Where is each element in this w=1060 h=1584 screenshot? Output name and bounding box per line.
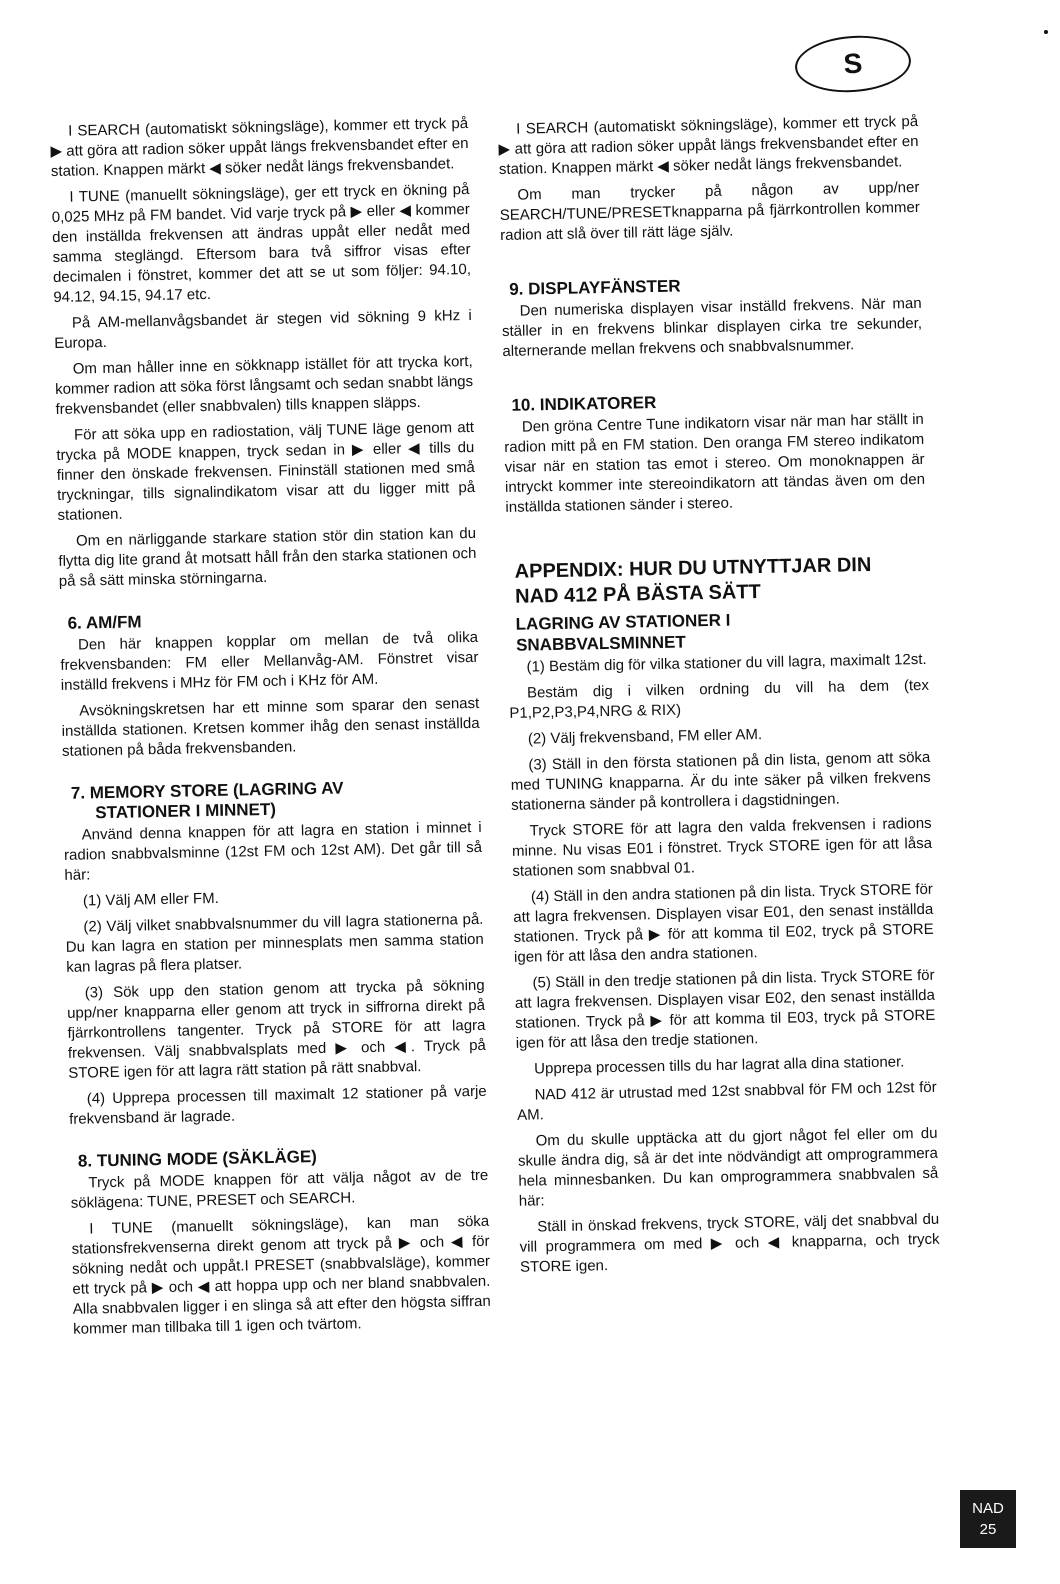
paragraph: Den här knappen kopplar om mellan de två olika frekvensbanden: FM eller Mellanvåg-AM. Fönstret visar inställd frekvens i MHz för FM och i KHz för AM. (60, 628, 479, 694)
heading-line: LAGRING AV STATIONER I (515, 610, 731, 634)
paragraph: NAD 412 är utrustad med 12st snabbval för FM och 12st för AM. (516, 1078, 937, 1124)
section-heading-8: 8. TUNING MODE (SÄKLÄGE) (77, 1147, 318, 1171)
heading-line: STATIONER I MINNET) (95, 799, 277, 823)
left-column (50, 114, 491, 1346)
paragraph: (5) Ställ in den tredje stationen på din lista. Tryck STORE för att lagra frekvensen. Displayen visar E02, den senast inställda stationen. Tryck på ▶ för att komma til E03, tryck på STORE igen för att låsa den tredje stationen. (514, 966, 936, 1052)
paragraph: Om man håller inne en sökknapp istället för att trycka kort, kommer radion att söka först långsamt och sedan snabbt längs frekvensbandet (eller snabbvalen) tills knappen släpps. (54, 352, 474, 418)
paragraph: För att söka upp en radiostation, välj TUNE läge genom att trycka på MODE knappen, tryck sedan in ▶ eller ◀ tills du finner den önskade frekvensen. Fininställ stationen med små tryckningar, tills signalindikatom visar att du ligger mitt på stationen. (56, 418, 476, 524)
heading-line: SNABBVALSMINNET (515, 632, 686, 655)
page-number: 25 (979, 1521, 997, 1538)
paragraph: Den gröna Centre Tune indikatorn visar när man har ställt in radion mitt på en FM station. Den oranga FM stereo indikatom visar när en station tas emot i stereo. Om monoknappen är intryckt kommer inte stereoindikatorn att tändas även om den inställda stationen sänder i stereo. (504, 410, 926, 516)
paragraph: Tryck STORE för att lagra den valda frekvensen i radions minne. Nu visas E01 i fönstret. Tryck STORE igen för att låsa stationen som snabbval 01. (511, 814, 933, 880)
paragraph: Om du skulle upptäcka att du gjort något fel eller om du skulle ändra dig, så är det inte nödvändigt att omprogrammera hela minnesbanken. Du kan omprogrammera snabbvalen så här: (517, 1124, 939, 1210)
paragraph: Om man trycker på någon av upp/ner SEARCH/TUNE/PRESETknapparna på fjärrkontrollen kommer radion att slå över till rätt läge själv. (499, 178, 920, 244)
section-heading-7 (71, 776, 482, 824)
page-number-box (960, 1490, 1016, 1548)
paragraph: Bestäm dig i vilken ordning du vill ha dem (tex P1,P2,P3,P4,NRG & RIX) (509, 676, 930, 722)
language-letter: S (842, 47, 864, 80)
paragraph: I SEARCH (automatiskt sökningsläge), kommer ett tryck på ▶ att göra att radion söker uppåt längs frekvensbandet efter en station. Knappen märkt ◀ söker nedåt längs frekvensbandet. (498, 112, 919, 178)
section-heading-9: 9. DISPLAYFÄNSTER (509, 276, 681, 299)
paragraph: (3) Sök upp den station genom att trycka på sökning upp/ner knapparna eller genom att tryck in siffrorna direkt på fjärrkontrollens tangenter. Tryck på STORE för att lagra frekvensen. Välj snabbvalsplats med ▶ och ◀. Tryck på STORE igen för att lagra rätt station på rätt snabbval. (66, 976, 486, 1082)
paragraph: I TUNE (manuellt sökningsläge), ger ett tryck en ökning på 0,025 MHz på FM bandet. Vid varje tryck på ▶ eller ◀ kommer den inställda frekvensen att ändras uppåt eller nedåt med samma steglängd. Eftersom bara två siffror visas efter decimalen i fönstret, kommer det att se ut som följer: 94.10, 94.12, 94.15, 94.17 etc. (51, 180, 472, 306)
paragraph: (3) Ställ in den första stationen på din lista, genom att söka med TUNING knapparna. Är du inte säker på vilken frekvens stationerna sänder på kontrollera i dagstidningen. (510, 748, 931, 814)
paragraph: (4) Ställ in den andra stationen på din lista. Tryck STORE för att lagra frekvensen. Displayen visar E01, den senast inställda stationen. Tryck på ▶ för att komma til E02, tryck på STORE igen för att låsa den andra stationen. (513, 880, 934, 966)
paragraph: (2) Välj frekvensband, FM eller AM. (527, 726, 763, 748)
right-column (498, 112, 940, 1284)
paragraph: I SEARCH (automatiskt sökningsläge), kommer ett tryck på ▶ att göra att radion söker uppåt längs frekvensbandet efter en station. Knappen märkt ◀ söker nedåt längs frekvensbandet. (50, 114, 469, 180)
paragraph: Tryck på MODE knappen för att välja något av de tre söklägena: TUNE, PRESET och SEARCH. (70, 1166, 489, 1212)
brand-label: NAD (972, 1500, 1004, 1517)
paragraph: Upprepa processen tills du har lagrat alla dina stationer. (534, 1053, 905, 1078)
speck-mark (1044, 30, 1048, 34)
paragraph: (2) Välj vilket snabbvalsnummer du vill lagra stationerna på. Du kan lagra en station per minnesplats men samma station kan lagras på flera platser. (65, 910, 484, 976)
paragraph: I TUNE (manuellt sökningsläge), kan man söka stationsfrekvenserna direkt genom att tryck på ▶ och ◀ för sökning nedåt och uppåt.I PRESET (snabbvalsläge), kommer ett tryck på ▶ och ◀ att hoppa upp och ner bland snabbvalen. Alla snabbvalen ligger i en slinga så att efter den högsta siffran kommer man tillbaka till 1 igen och tvärtom. (71, 1212, 491, 1338)
paragraph: (4) Upprepa processen till maximalt 12 stationer på varje frekvensband är lagrade. (68, 1082, 487, 1128)
paragraph: Om en närliggande starkare station stör din station kan du flytta dig lite grand åt motsatt håll från den starka stationen och på så sätt minska störningarna. (58, 524, 477, 590)
heading-line: NAD 412 PÅ BÄSTA SÄTT (514, 581, 761, 608)
appendix-heading (514, 552, 927, 610)
heading-line: APPENDIX: HUR DU UTNYTTJAR DIN (514, 553, 872, 583)
section-heading-6: 6. AM/FM (67, 612, 142, 633)
paragraph: På AM-mellanvågsbandet är stegen vid sökning 9 kHz i Europa. (54, 306, 472, 352)
appendix-subheading (515, 606, 928, 656)
paragraph: Använd denna knappen för att lagra en station i minnet i radion snabbvalsminne (12st FM och 12st AM). Det går till så här: (63, 818, 483, 884)
paragraph: (1) Välj AM eller FM. (82, 889, 219, 910)
paragraph: Avsökningskretsen har ett minne som sparar den senast inställda stationen. Kretsen kommer ihåg den senast inställda stationen på båda frekvensbanden. (61, 694, 480, 760)
section-heading-10: 10. INDIKATORER (511, 393, 657, 415)
heading-line: 7. MEMORY STORE (LAGRING AV (70, 778, 344, 803)
paragraph: Ställ in önskad frekvens, tryck STORE, välj det snabbval du vill programmera om med ▶ och ◀ knapparna, och tryck STORE igen. (519, 1210, 940, 1276)
paragraph: Den numeriska displayen visar inställd frekvens. När man ställer in en frekvens blinkar displayen cirka tre sekunder, alternerande mellan frekvens och snabbvalsnummer. (501, 294, 923, 360)
language-badge (793, 32, 913, 96)
paragraph: (1) Bestäm dig för vilka stationer du vill lagra, maximalt 12st. (526, 650, 927, 676)
